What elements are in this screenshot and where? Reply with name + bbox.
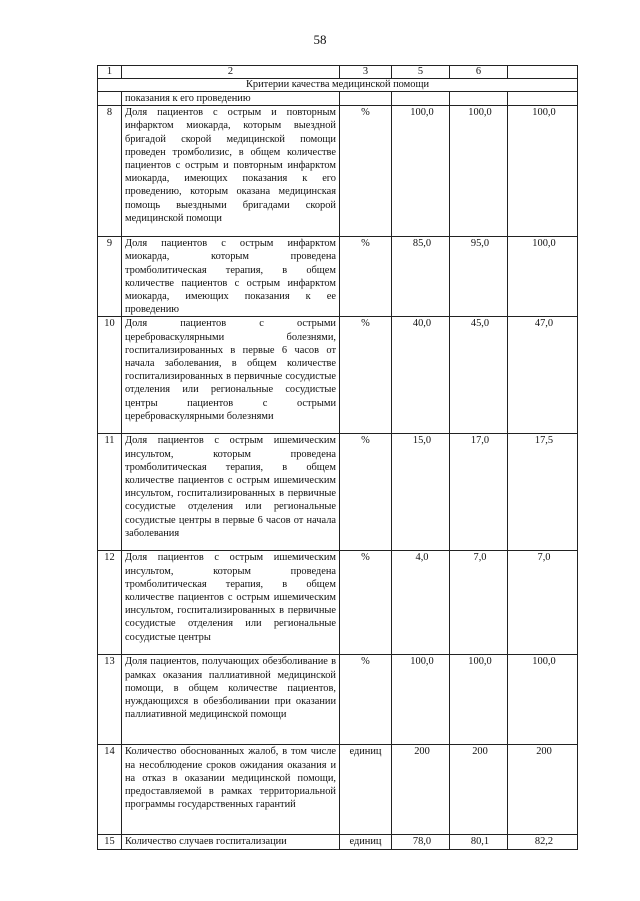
header-col-2: 2 bbox=[122, 66, 340, 79]
continuation-row bbox=[98, 92, 578, 106]
row-value-1: 100,0 bbox=[392, 106, 450, 237]
table-row bbox=[98, 745, 578, 835]
header-col-5: 5 bbox=[392, 66, 450, 79]
row-value-2: 17,0 bbox=[450, 434, 508, 551]
row-value-1: 4,0 bbox=[392, 551, 450, 655]
row-unit: % bbox=[340, 317, 392, 434]
row-number: 8 bbox=[98, 106, 122, 237]
header-col-1: 1 bbox=[98, 66, 122, 79]
header-row bbox=[98, 66, 578, 79]
row-description: Доля пациентов с острыми цереброваскулярными болезнями, госпитализированных в первые 6 часов от начала заболевания, в общем количестве госпитализированных в первичные сосудистые отделения или региональные сосудистые центры пациентов с острыми цереброваскулярными болезнями bbox=[122, 317, 340, 434]
row-value-3: 100,0 bbox=[508, 237, 578, 317]
table-row bbox=[98, 835, 578, 849]
row-unit: единиц bbox=[340, 835, 392, 849]
row-value-2: 95,0 bbox=[450, 237, 508, 317]
row-value-2: 80,1 bbox=[450, 835, 508, 849]
row-description: Доля пациентов с острым ишемическим инсультом, которым проведена тромболитическая терапия, в общем количестве пациентов с острым ишемическим инсультом, госпитализированных в первичные сосудистые отделения или региональные сосудистые центры bbox=[122, 551, 340, 655]
header-col-3: 3 bbox=[340, 66, 392, 79]
table-row bbox=[98, 106, 578, 237]
row-number: 10 bbox=[98, 317, 122, 434]
row-value-1: 100,0 bbox=[392, 655, 450, 745]
row-description: Доля пациентов с острым ишемическим инсультом, которым проведена тромболитическая терапия, в общем количестве пациентов с острым ишемическим инсультом, госпитализированных в первичные сосудистые отделения или региональные сосудистые центры в первые 6 часов от начала заболевания bbox=[122, 434, 340, 551]
row-value-1: 200 bbox=[392, 745, 450, 835]
row-description: Доля пациентов с острым и повторным инфарктом миокарда, которым выездной бригадой скорой медицинской помощи проведен тромболизис, в общем количестве пациентов с острым и повторным инфарктом миокарда, имеющих показания к его проведению, которым оказана медицинская помощь выездными бригадами скорой медицинской помощи bbox=[122, 106, 340, 237]
header-col-6: 6 bbox=[450, 66, 508, 79]
page-number: 58 bbox=[313, 32, 327, 47]
row-description: Доля пациентов, получающих обезболивание в рамках оказания паллиативной медицинской помощи, в общем количестве пациентов, нуждающихся в обезболивании при оказании паллиативной медицинской помощи bbox=[122, 655, 340, 745]
row-value-2: 7,0 bbox=[450, 551, 508, 655]
row-number: 9 bbox=[98, 237, 122, 317]
continuation-text: показания к его проведению bbox=[122, 92, 340, 106]
table-row bbox=[98, 655, 578, 745]
quality-criteria-table bbox=[97, 65, 578, 850]
row-unit: % bbox=[340, 655, 392, 745]
row-value-3: 17,5 bbox=[508, 434, 578, 551]
table-row bbox=[98, 317, 578, 434]
row-value-2: 200 bbox=[450, 745, 508, 835]
row-unit: единиц bbox=[340, 745, 392, 835]
row-value-3: 100,0 bbox=[508, 106, 578, 237]
row-unit: % bbox=[340, 551, 392, 655]
row-value-1: 15,0 bbox=[392, 434, 450, 551]
row-number: 11 bbox=[98, 434, 122, 551]
row-unit: % bbox=[340, 237, 392, 317]
header-col-7 bbox=[508, 66, 578, 79]
row-description: Доля пациентов с острым инфарктом миокарда, которым проведена тромболитическая терапия, в общем количестве пациентов с острым инфарктом миокарда, имеющих показания к ее проведению bbox=[122, 237, 340, 317]
row-value-2: 45,0 bbox=[450, 317, 508, 434]
row-value-2: 100,0 bbox=[450, 106, 508, 237]
row-value-3: 47,0 bbox=[508, 317, 578, 434]
row-number: 14 bbox=[98, 745, 122, 835]
table-row bbox=[98, 434, 578, 551]
table-row bbox=[98, 237, 578, 317]
row-value-1: 78,0 bbox=[392, 835, 450, 849]
row-unit: % bbox=[340, 434, 392, 551]
row-unit: % bbox=[340, 106, 392, 237]
row-value-3: 200 bbox=[508, 745, 578, 835]
row-value-3: 7,0 bbox=[508, 551, 578, 655]
row-number: 12 bbox=[98, 551, 122, 655]
row-value-1: 85,0 bbox=[392, 237, 450, 317]
row-value-3: 100,0 bbox=[508, 655, 578, 745]
row-value-1: 40,0 bbox=[392, 317, 450, 434]
row-value-3: 82,2 bbox=[508, 835, 578, 849]
row-description: Количество случаев госпитализации bbox=[122, 835, 340, 849]
row-description: Количество обоснованных жалоб, в том числе на несоблюдение сроков ожидания оказания и на отказ в оказании медицинской помощи, предоставляемой в рамках территориальной программы государственных гарантий bbox=[122, 745, 340, 835]
row-value-2: 100,0 bbox=[450, 655, 508, 745]
section-title: Критерии качества медицинской помощи bbox=[98, 79, 578, 92]
row-number: 15 bbox=[98, 835, 122, 849]
row-number: 13 bbox=[98, 655, 122, 745]
table-row bbox=[98, 551, 578, 655]
section-row bbox=[98, 79, 578, 92]
